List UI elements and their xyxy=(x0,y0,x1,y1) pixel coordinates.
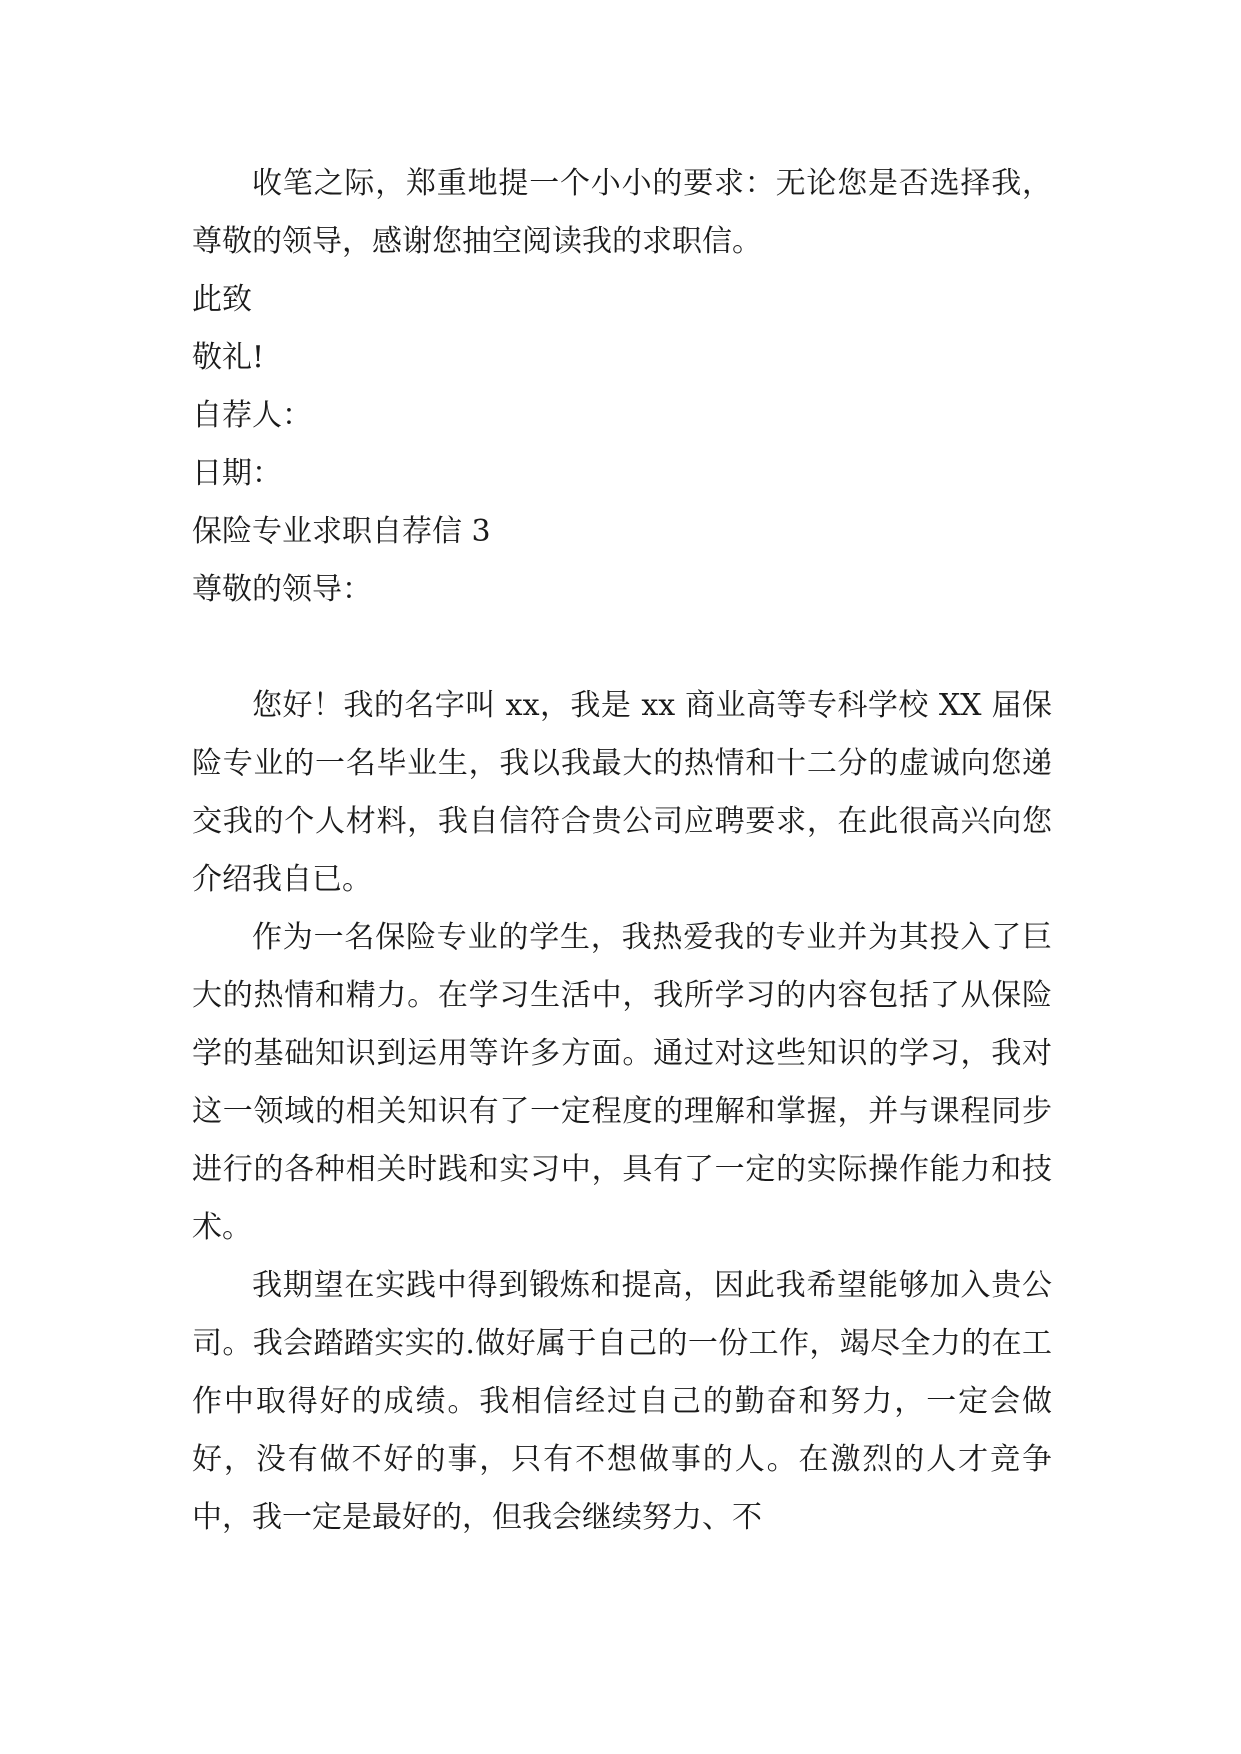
date-label: 日期： xyxy=(192,456,282,491)
signature-label: 自荐人： xyxy=(192,398,312,433)
body-paragraph: 您好！我的名字叫 xx，我是 xx 商业高等专科学校 XX 届保险专业的一名毕业生，我以我最大的热情和十二分的虚诚向您递交我的个人材料，我自信符合贵公司应聘要求，在此很高兴向您介绍我自已。 xyxy=(192,688,1052,897)
greeting: 尊敬的领导： xyxy=(192,572,372,607)
closing-paragraph: 收笔之际，郑重地提一个小小的要求：无论您是否选择我，尊敬的领导，感谢您抽空阅读我的求职信。 xyxy=(192,166,1052,259)
blank-line xyxy=(192,619,1052,677)
salutation-line-2: 敬礼! xyxy=(192,340,265,375)
letter-title: 保险专业求职自荐信 3 xyxy=(192,514,491,549)
body-paragraph: 作为一名保险专业的学生，我热爱我的专业并为其投入了巨大的热情和精力。在学习生活中，我所学习的内容包括了从保险学的基础知识到运用等许多方面。通过对这些知识的学习，我对这一领域的相关知识有了一定程度的理解和掌握，并与课程同步进行的各种相关时践和实习中，具有了一定的实际操作能力和技术。 xyxy=(192,920,1052,1245)
letter-body xyxy=(192,155,1052,1547)
salutation-line-1: 此致 xyxy=(192,282,252,317)
body-paragraph: 我期望在实践中得到锻炼和提高，因此我希望能够加入贵公司。我会踏踏实实的.做好属于自己的一份工作，竭尽全力的在工作中取得好的成绩。我相信经过自己的勤奋和努力，一定会做好，没有做不好的事，只有不想做事的人。在激烈的人才竞争中，我一定是最好的，但我会继续努力、不 xyxy=(192,1268,1052,1535)
